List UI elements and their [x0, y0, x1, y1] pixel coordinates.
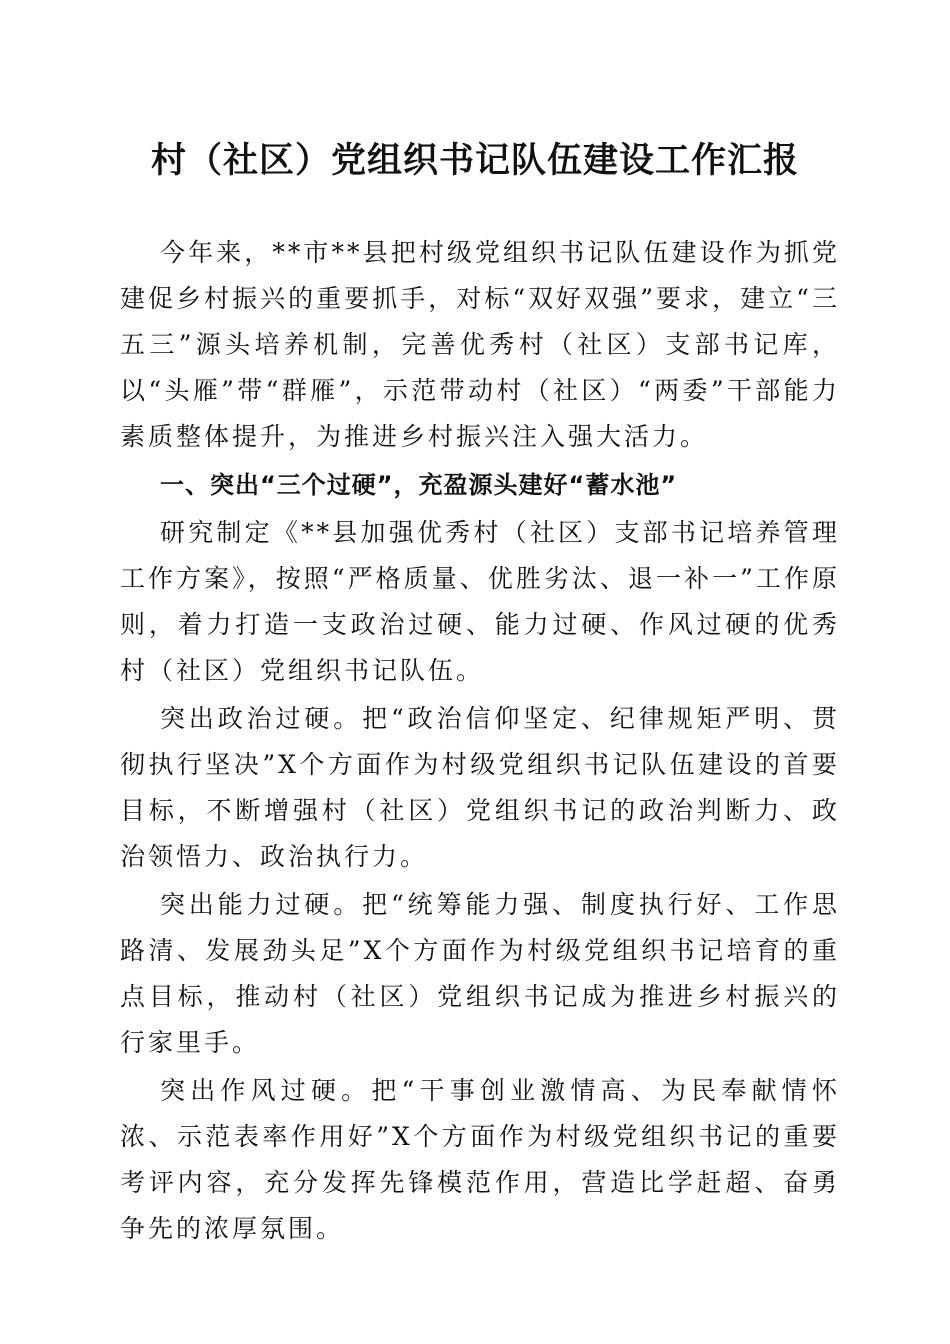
section-heading-1: 一、突出“三个过硬”，充盈源头建好“蓄水池”	[160, 471, 678, 499]
intro-paragraph: 今年来，**市**县把村级党组织书记队伍建设作为抓党建促乡村振兴的重要抓手，对标“双好双强”要求，建立“三五三”源头培养机制，完善优秀村（社区）支部书记库，以“头雁”带“群雁”，示范带动村（社区）“两委”干部能力素质整体提升，为推进乡村振兴注入强大活力。	[120, 238, 840, 451]
section1-paragraph-4: 突出作风过硬。把“干事创业激情高、为民奉献情怀浓、示范表率作用好”X个方面作为村级党组织书记的重要考评内容，充分发挥先锋模范作用，营造比学赶超、奋勇争先的浓厚氛围。	[120, 1076, 840, 1243]
section1-paragraph-2: 突出政治过硬。把“政治信仰坚定、纪律规矩严明、贯彻执行坚决”X个方面作为村级党组织书记队伍建设的首要目标，不断增强村（社区）党组织书记的政治判断力、政治领悟力、政治执行力。	[120, 704, 840, 871]
document-title: 村（社区）党组织书记队伍建设工作汇报	[150, 141, 799, 181]
document-body	[120, 230, 840, 1254]
section1-paragraph-3: 突出能力过硬。把“统筹能力强、制度执行好、工作思路清、发展劲头足”X个方面作为村级党组织书记培育的重点目标，推动村（社区）党组织书记成为推进乡村振兴的行家里手。	[120, 890, 840, 1057]
section1-paragraph-1: 研究制定《**县加强优秀村（社区）支部书记培养管理工作方案》，按照“严格质量、优胜劣汰、退一补一”工作原则，着力打造一支政治过硬、能力过硬、作风过硬的优秀村（社区）党组织书记队伍。	[120, 518, 840, 685]
